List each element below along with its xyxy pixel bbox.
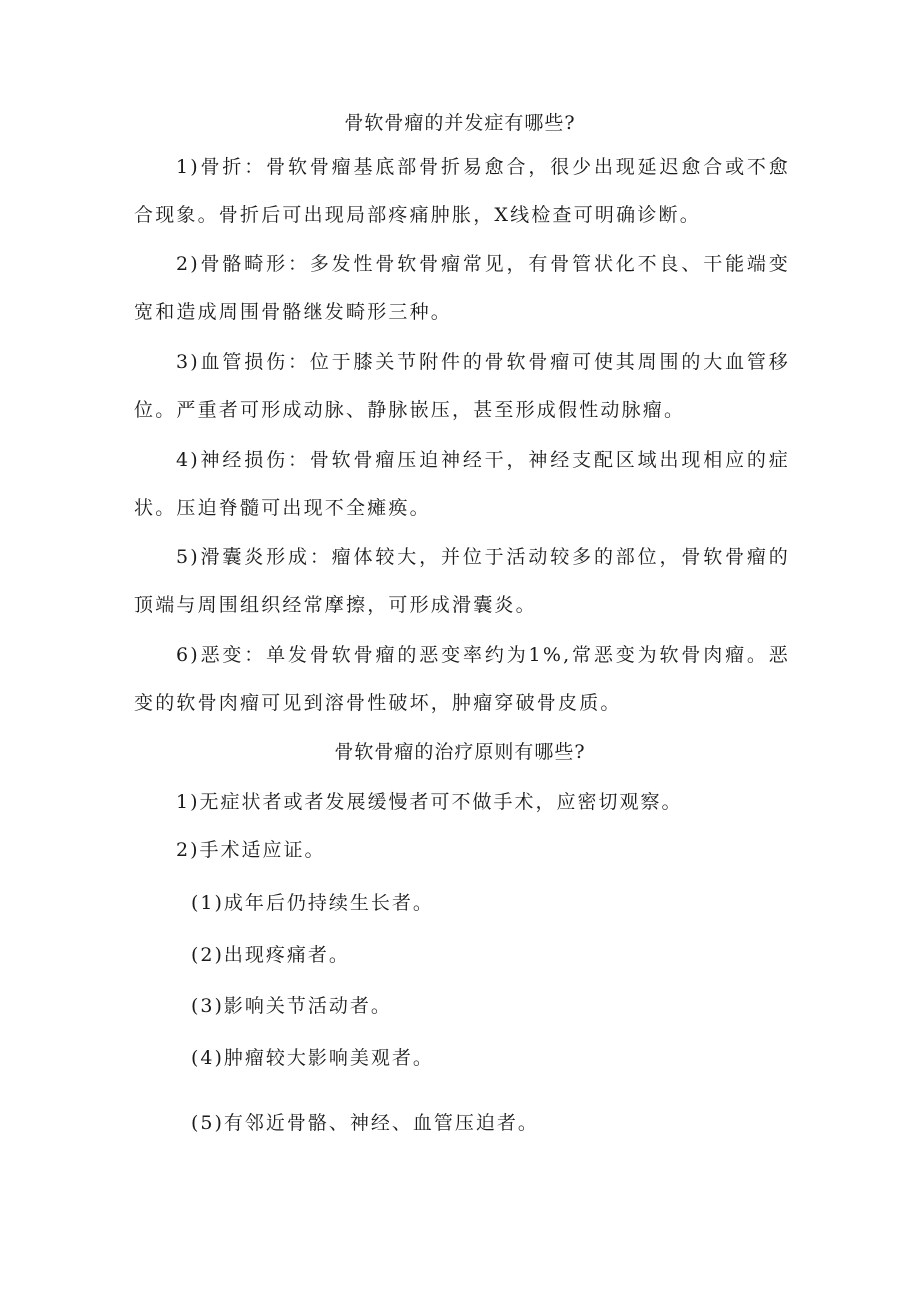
complication-item: 5)滑囊炎形成：瘤体较大，并位于活动较多的部位，骨软骨瘤的顶端与周围组织经常摩擦，可形成滑囊炎。 (134, 546, 790, 616)
treatment-item: 2)手术适应证。 (176, 839, 326, 861)
indication-item: (2)出现疼痛者。 (191, 944, 350, 966)
complication-item: 2)骨骼畸形：多发性骨软骨瘤常见，有骨管状化不良、干能端变宽和造成周围骨骼继发畸形三种。 (134, 253, 790, 323)
indication-item: (5)有邻近骨骼、神经、血管压迫者。 (191, 1112, 539, 1134)
complication-item: 4)神经损伤：骨软骨瘤压迫神经干，神经支配区域出现相应的症状。压迫脊髓可出现不全瘫痪。 (134, 449, 790, 519)
complication-item: 6)恶变：单发骨软骨瘤的恶变率约为1%,常恶变为软骨肉瘤。恶变的软骨肉瘤可见到溶骨性破坏，肿瘤穿破骨皮质。 (134, 644, 790, 714)
complication-item: 3)血管损伤：位于膝关节附件的骨软骨瘤可使其周围的大血管移位。严重者可形成动脉、静脉嵌压，甚至形成假性动脉瘤。 (134, 351, 790, 421)
section-title-treatment: 骨软骨瘤的治疗原则有哪些? (334, 741, 586, 763)
complication-item: 1)骨折：骨软骨瘤基底部骨折易愈合，很少出现延迟愈合或不愈合现象。骨折后可出现局部疼痛肿胀，X线检查可明确诊断。 (134, 156, 790, 226)
section-title-complications: 骨软骨瘤的并发症有哪些? (344, 112, 576, 134)
treatment-item: 1)无症状者或者发展缓慢者可不做手术，应密切观察。 (176, 791, 683, 813)
indication-item: (3)影响关节活动者。 (191, 995, 392, 1017)
indication-item: (1)成年后仍持续生长者。 (191, 892, 434, 914)
indication-item: (4)肿瘤较大影响美观者。 (191, 1047, 434, 1069)
